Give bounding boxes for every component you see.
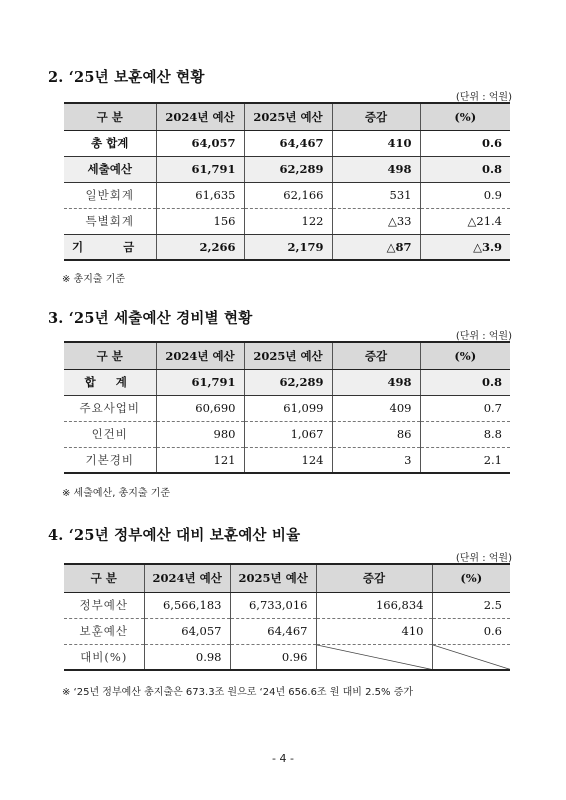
cell-2025: 62,289: [244, 369, 332, 395]
table-header-row: [64, 564, 510, 592]
table-row: [64, 618, 510, 644]
cell-2024: 61,635: [156, 182, 244, 208]
cell-change: 498: [332, 369, 420, 395]
row-label: 정부예산: [64, 592, 144, 618]
cell-2024: 64,057: [144, 618, 230, 644]
table-row: [64, 421, 510, 447]
section3-title: 3. ‘25년 세출예산 경비별 현황: [48, 310, 253, 327]
row-label: 총 합계: [64, 130, 156, 156]
header-category: 구 분: [64, 564, 144, 592]
header-category: 구 분: [64, 342, 156, 369]
table-row: [64, 130, 510, 156]
table-row: [64, 208, 510, 234]
header-2024: 2024년 예산: [156, 103, 244, 130]
diagonal-line: [317, 645, 432, 670]
header-2024: 2024년 예산: [156, 342, 244, 369]
section2-unit: (단위 : 억원): [455, 92, 512, 103]
cell-percent: 0.8: [420, 369, 510, 395]
table-row: [64, 156, 510, 182]
cell-change: 410: [332, 130, 420, 156]
cell-change: 409: [332, 395, 420, 421]
row-label: 세출예산: [64, 156, 156, 182]
section4-note: ※ ‘25년 정부예산 총지출은 673.3조 원으로 ‘24년 656.6조 원 대비 2.5% 증가: [62, 687, 414, 698]
section4-unit: (단위 : 억원): [455, 553, 512, 564]
row-label: 일반회계: [64, 182, 156, 208]
section3-table: [64, 341, 510, 474]
cell-percent: 2.1: [420, 447, 510, 473]
cell-2024: 61,791: [156, 369, 244, 395]
header-2025: 2025년 예산: [244, 342, 332, 369]
table-row: [64, 369, 510, 395]
cell-percent: △3.9: [420, 234, 510, 260]
section2-title: 2. ‘25년 보훈예산 현황: [48, 69, 205, 86]
cell-2024: 0.98: [144, 644, 230, 670]
cell-change: △33: [332, 208, 420, 234]
cell-2024: 980: [156, 421, 244, 447]
table-row: [64, 447, 510, 473]
table-header-row: [64, 342, 510, 369]
row-label: 대비(%): [64, 644, 144, 670]
header-percent: (%): [420, 342, 510, 369]
cell-2024: 121: [156, 447, 244, 473]
row-label: 특별회계: [64, 208, 156, 234]
cell-percent: 0.6: [432, 618, 510, 644]
cell-2025: 61,099: [244, 395, 332, 421]
cell-change: 498: [332, 156, 420, 182]
header-change: 증감: [316, 564, 432, 592]
header-2025: 2025년 예산: [230, 564, 316, 592]
diagonal-line: [433, 645, 511, 670]
cell-percent: 0.6: [420, 130, 510, 156]
cell-change: 86: [332, 421, 420, 447]
cell-percent: △21.4: [420, 208, 510, 234]
section4-table: [64, 563, 510, 671]
cell-2024: 156: [156, 208, 244, 234]
empty-slash-cell: [432, 644, 510, 670]
table-row: [64, 182, 510, 208]
section4-title: 4. ‘25년 정부예산 대비 보훈예산 비율: [48, 527, 301, 544]
section3-unit: (단위 : 억원): [455, 331, 512, 342]
cell-2024: 60,690: [156, 395, 244, 421]
table-row: [64, 592, 510, 618]
section2-table: [64, 102, 510, 261]
row-label: 인건비: [64, 421, 156, 447]
cell-change: 166,834: [316, 592, 432, 618]
cell-change: 3: [332, 447, 420, 473]
section2-note: ※ 총지출 기준: [62, 274, 126, 285]
section3-note: ※ 세출예산, 총지출 기준: [62, 488, 171, 499]
cell-percent: 0.8: [420, 156, 510, 182]
cell-change: 531: [332, 182, 420, 208]
cell-2025: 0.96: [230, 644, 316, 670]
row-label: 보훈예산: [64, 618, 144, 644]
cell-2025: 1,067: [244, 421, 332, 447]
cell-percent: 8.8: [420, 421, 510, 447]
header-2024: 2024년 예산: [144, 564, 230, 592]
table-row: [64, 234, 510, 260]
cell-2024: 2,266: [156, 234, 244, 260]
table-row: [64, 644, 510, 670]
cell-2025: 122: [244, 208, 332, 234]
header-percent: (%): [432, 564, 510, 592]
cell-percent: 2.5: [432, 592, 510, 618]
cell-2025: 62,289: [244, 156, 332, 182]
cell-2025: 64,467: [230, 618, 316, 644]
row-label: 합 계: [64, 369, 156, 395]
cell-2025: 6,733,016: [230, 592, 316, 618]
cell-2024: 6,566,183: [144, 592, 230, 618]
row-label: 기본경비: [64, 447, 156, 473]
header-2025: 2025년 예산: [244, 103, 332, 130]
cell-percent: 0.7: [420, 395, 510, 421]
cell-change: 410: [316, 618, 432, 644]
cell-2024: 64,057: [156, 130, 244, 156]
header-change: 증감: [332, 342, 420, 369]
header-change: 증감: [332, 103, 420, 130]
empty-slash-cell: [316, 644, 432, 670]
cell-2024: 61,791: [156, 156, 244, 182]
cell-percent: 0.9: [420, 182, 510, 208]
page-number: - 4 -: [272, 752, 294, 765]
cell-2025: 64,467: [244, 130, 332, 156]
header-percent: (%): [420, 103, 510, 130]
table-header-row: [64, 103, 510, 130]
cell-2025: 2,179: [244, 234, 332, 260]
row-label: 기 금: [64, 234, 156, 260]
cell-2025: 62,166: [244, 182, 332, 208]
table-row: [64, 395, 510, 421]
header-category: 구 분: [64, 103, 156, 130]
cell-2025: 124: [244, 447, 332, 473]
cell-change: △87: [332, 234, 420, 260]
row-label: 주요사업비: [64, 395, 156, 421]
